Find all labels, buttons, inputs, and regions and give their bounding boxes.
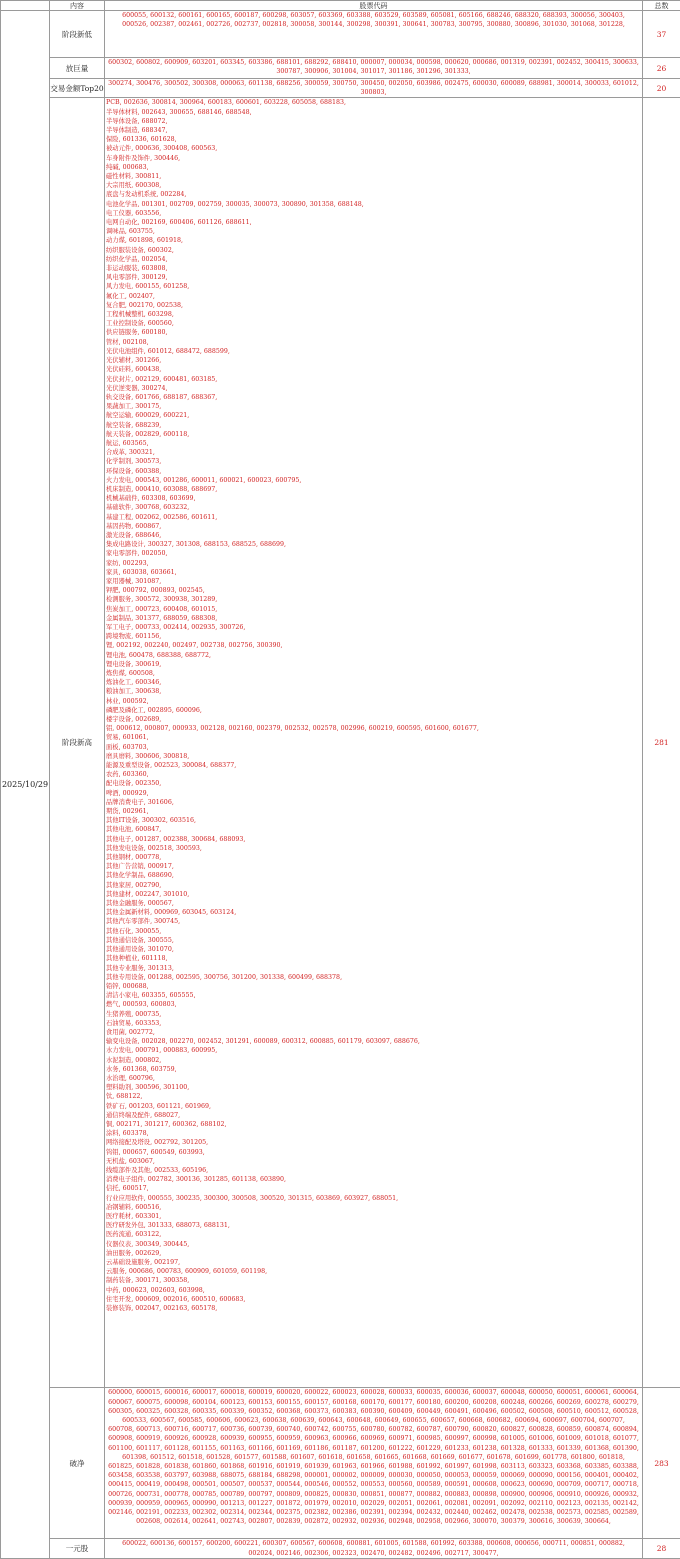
code-line: 调味品, 603755, (106, 227, 641, 236)
code-line: 002608, 002614, 002641, 002743, 002807, 002839, 002872, 002932, 002936, 002948, 002958, 002966, 300070, 300379, 300616, 300639, 300664, (106, 1517, 641, 1526)
code-line: 铅锌, 000688, (106, 982, 641, 991)
code-line: 家纺, 002293, (106, 559, 641, 568)
row-total: 37 (643, 11, 680, 58)
code-line: 贸易, 601061, (106, 733, 641, 742)
row-total: 28 (643, 1539, 680, 1559)
code-line: 磁性材料, 300811, (106, 172, 641, 181)
code-line: 600533, 600567, 600585, 600606, 600623, 600638, 600639, 600643, 600648, 600649, 600655, 600657, 600668, 600682, 600694, 600697, 600704, 600707, (106, 1416, 641, 1425)
code-line: 生猪养殖, 000735, (106, 1010, 641, 1019)
code-list (105, 58, 643, 79)
code-line: 光伏硅料, 600438, (106, 365, 641, 374)
code-line: 其他汽车零部件, 300745, (106, 917, 641, 926)
code-line: 合成革, 300321, (106, 448, 641, 457)
code-line: 铝, 000612, 000807, 000933, 002128, 002160, 002379, 002532, 002578, 002996, 600219, 600595, 601600, 601677, (106, 724, 641, 733)
code-line: 半导体材料, 002643, 300655, 688146, 688548, (106, 108, 641, 117)
code-line: 输变电设备, 002028, 002270, 002452, 301291, 600089, 600312, 600885, 601179, 603097, 688676, (106, 1037, 641, 1046)
code-line: 炼油化工, 600346, (106, 678, 641, 687)
code-line: 电池化学品, 001301, 002709, 002759, 300035, 300073, 300890, 301358, 688148, (106, 200, 641, 209)
code-line: 啤酒, 000929, (106, 789, 641, 798)
code-line: 能源及重型设备, 002523, 300084, 688377, (106, 761, 641, 770)
code-line: 无机盐, 603067, (106, 1157, 641, 1166)
code-line: 水治理, 600796, (106, 1074, 641, 1083)
table-row (1, 98, 680, 1388)
code-line: 000939, 000959, 000965, 000990, 001213, 001227, 001872, 001979, 002010, 002029, 002051, 002061, 002081, 002091, 002092, 002110, 002123, 002135, 002142, (106, 1499, 641, 1508)
code-line: 601398, 601512, 601518, 601528, 601577, 601588, 601607, 601618, 601658, 601665, 601668, 601669, 601677, 601678, 601699, 601778, 601800, 601818, (106, 1453, 641, 1462)
code-line: 电网自动化, 002169, 600406, 601126, 688611, (106, 218, 641, 227)
code-line: 面板, 603703, (106, 743, 641, 752)
code-line: 603458, 603538, 603797, 603988, 688075, 688184, 688298, 000001, 000002, 000009, 000030, 000050, 000053, 000059, 000069, 000090, 000156, 000401, 000402, (106, 1471, 641, 1480)
code-line: 风力发电, 600155, 601258, (106, 282, 641, 291)
code-line: 水力发电, 000791, 000883, 600995, (106, 1046, 641, 1055)
code-line: 集成电路设计, 300327, 301308, 688153, 688525, 688699, (106, 540, 641, 549)
code-line: 锂电池, 600478, 688388, 688772, (106, 651, 641, 660)
code-line: 楼宇设备, 002689, (106, 715, 641, 724)
code-line: 601825, 601828, 601838, 601860, 601868, 601916, 601919, 601939, 601963, 601966, 601988, 601992, 601997, 601998, 603113, 603323, 603368, 603385, 603388, (106, 1462, 641, 1471)
code-line: 化学制剂, 300573, (106, 457, 641, 466)
code-line: 管材, 002108, (106, 338, 641, 347)
code-list (105, 1388, 643, 1539)
row-total: 26 (643, 58, 680, 79)
code-line: 其他发电设备, 002518, 300593, (106, 844, 641, 853)
code-line: 其他家居, 002790, (106, 881, 641, 890)
code-line: 住宅开发, 000609, 002016, 600510, 600683, (106, 1295, 641, 1304)
code-list (105, 79, 643, 98)
code-line: 家用器械, 301087, (106, 577, 641, 586)
code-line: 环保设备, 600388, (106, 467, 641, 476)
code-line: 000415, 000419, 000498, 000501, 000507, 000537, 000544, 000546, 000552, 000553, 000560, 000589, 000591, 000608, 000623, 000690, 000709, 000717, 000718, (106, 1480, 641, 1489)
code-line: 风电零部件, 300129, (106, 273, 641, 282)
code-line: 600022, 600136, 600157, 600200, 600221, 600307, 600567, 600608, 600881, 601005, 601588, 601992, 603388, 000608, 000656, 000711, 000851, 000882, (106, 1539, 641, 1548)
code-line: 医疗研发外包, 301333, 688073, 688131, (106, 1221, 641, 1230)
code-line: 基因药物, 600867, (106, 522, 641, 531)
code-line: 炼焦煤, 600508, (106, 669, 641, 678)
row-label: 交易金额Top20 (50, 79, 105, 98)
code-line: 其他电子, 001287, 002388, 300684, 688093, (106, 835, 641, 844)
code-line: 002024, 002146, 002306, 002323, 002470, 002482, 002496, 002717, 300477, (106, 1549, 641, 1558)
code-line: 清洁小家电, 603355, 605555, (106, 991, 641, 1000)
code-line: 跨境物流, 601156, (106, 632, 641, 641)
code-line: 中药, 000623, 002603, 603998, (106, 1286, 641, 1295)
code-line: 云服务, 000686, 000783, 600909, 601059, 601198, (106, 1267, 641, 1276)
code-line: 焦炭加工, 000723, 600408, 601015, (106, 605, 641, 614)
code-line: 600055, 600132, 600161, 600165, 600187, 600298, 603057, 603369, 603388, 603529, 603589, 605081, 605166, 688246, 688320, 688393, 300056, 300403, (106, 11, 641, 20)
code-line: 配电设备, 002350, (106, 779, 641, 788)
code-line: 其他石化, 300055, (106, 927, 641, 936)
code-line: 仪器仪表, 300349, 300445, (106, 1240, 641, 1249)
code-line: PCB, 002636, 300814, 300964, 600183, 600601, 603228, 605058, 688183, (106, 98, 641, 107)
code-line: 期货, 002961, (106, 807, 641, 816)
code-line: 大宗用纸, 600308, (106, 181, 641, 190)
code-line: 被动元件, 000636, 300408, 600563, (106, 144, 641, 153)
code-line: 其他专用设备, 001288, 002595, 300756, 301200, 301338, 600499, 688378, (106, 973, 641, 982)
code-line: 激光设备, 688646, (106, 531, 641, 540)
code-line: 光伏封片, 002129, 600481, 603185, (106, 375, 641, 384)
code-line: 其他金属新材料, 000969, 603045, 603124, (106, 908, 641, 917)
code-line: 磨具磨料, 300606, 300818, (106, 752, 641, 761)
code-line: 航运, 603565, (106, 439, 641, 448)
code-line: 底盘与发动机系统, 002284, (106, 190, 641, 199)
row-label: 放巨量 (50, 58, 105, 79)
row-label: 阶段新高 (50, 98, 105, 1388)
code-line: 复合肥, 002170, 002538, (106, 301, 641, 310)
code-line: 装修装饰, 002047, 002163, 605178, (106, 1304, 641, 1313)
code-line: 轨交设备, 601766, 688187, 688367, (106, 393, 641, 402)
code-line: 锂电设备, 300619, (106, 660, 641, 669)
code-line: 600067, 600075, 600098, 600104, 600123, 600153, 600155, 600157, 600168, 600170, 600177, 600180, 600200, 600208, 600248, 600266, 600269, 600278, 600279, (106, 1398, 641, 1407)
code-line: 铁矿石, 001203, 601121, 601969, (106, 1102, 641, 1111)
code-line: 半导体制造, 688347, (106, 126, 641, 135)
code-line: 纯碱, 000683, (106, 163, 641, 172)
code-line: 钾肥, 000792, 000893, 002545, (106, 586, 641, 595)
code-line: 其他种植业, 601118, (106, 954, 641, 963)
code-line: 工业控制设备, 600560, (106, 319, 641, 328)
row-label: 一元股 (50, 1539, 105, 1559)
code-line: 水务, 601368, 603759, (106, 1065, 641, 1074)
row-total: 283 (643, 1388, 680, 1539)
code-line: 氟化工, 002407, (106, 292, 641, 301)
code-line: 600908, 600919, 600926, 600928, 600939, 600955, 600959, 600963, 600966, 600969, 600971, 600985, 600997, 600998, 601005, 601006, 601009, 601018, 601077, (106, 1434, 641, 1443)
code-line: 非运动服装, 603808, (106, 264, 641, 273)
code-line: 基础软件, 300768, 603232, (106, 503, 641, 512)
code-line: 品牌消费电子, 301606, (106, 798, 641, 807)
row-label: 阶段新低 (50, 11, 105, 58)
code-line: 纺织服装设备, 600302, (106, 246, 641, 255)
table-row (1, 79, 680, 98)
code-line: 其他专业服务, 301313, (106, 964, 641, 973)
code-line: 300787, 300906, 301004, 301017, 301186, 301296, 301333, (106, 67, 641, 76)
code-line: 食用菌, 002772, (106, 1028, 641, 1037)
code-line: 动力煤, 601898, 601918, (106, 236, 641, 245)
code-line: 消费电子组件, 002782, 300136, 301285, 601138, 603890, (106, 1175, 641, 1184)
code-list (105, 98, 643, 1388)
code-line: 航天装备, 002829, 600118, (106, 430, 641, 439)
code-line: 000726, 000731, 000778, 000785, 000789, 000797, 000809, 000825, 000830, 000851, 000877, 000882, 000883, 000898, 000900, 000906, 000910, 000926, 000932, (106, 1490, 641, 1499)
code-line: 纺织化学品, 002054, (106, 255, 641, 264)
header-date-cell (1, 1, 50, 11)
code-line: 检测服务, 300572, 300938, 301289, (106, 595, 641, 604)
code-line: 油田服务, 002629, (106, 1249, 641, 1258)
code-line: 医疗耗材, 603301, (106, 1212, 641, 1221)
code-line: 600305, 600325, 600328, 600335, 600339, 600352, 600368, 600373, 600383, 600390, 600409, 600449, 600491, 600496, 600502, 600508, 600510, 600512, 600528, (106, 1407, 641, 1416)
code-line: 600708, 600713, 600716, 600717, 600736, 600739, 600740, 600742, 600755, 600780, 600782, 600787, 600790, 600820, 600827, 600828, 600859, 600874, 600894, (106, 1425, 641, 1434)
code-line: 其他电池, 600847, (106, 825, 641, 834)
code-line: 石油贸易, 603353, (106, 1019, 641, 1028)
code-line: 制药装备, 300171, 300358, (106, 1276, 641, 1285)
code-line: 金属制品, 301377, 688059, 688308, (106, 614, 641, 623)
table-row (1, 1539, 680, 1559)
code-line: 钛, 688122, (106, 1092, 641, 1101)
header-total: 总数 (643, 1, 680, 11)
code-line: 果蔬加工, 300175, (106, 402, 641, 411)
code-line: 信托, 600517, (106, 1184, 641, 1193)
code-line: 保险, 601336, 601628, (106, 135, 641, 144)
code-line: 300274, 300476, 300502, 300308, 000063, 601138, 688256, 300059, 300750, 300450, 002050, 603986, 002475, 600030, 600089, 688981, 300014, 300033, 601012, (106, 79, 641, 88)
code-line: 塑料助剂, 300596, 301100, (106, 1083, 641, 1092)
code-line: 机床制造, 000410, 603088, 688697, (106, 485, 641, 494)
table-row (1, 1388, 680, 1539)
code-line: 半导体设备, 688072, (106, 117, 641, 126)
code-line: 工程机械整机, 603298, (106, 310, 641, 319)
code-line: 航空装备, 688239, (106, 421, 641, 430)
code-line: 网络接配及塔设, 002792, 301205, (106, 1138, 641, 1147)
code-line: 601100, 601117, 601128, 601155, 601163, 601166, 601169, 601186, 601187, 601200, 601222, 601229, 601233, 601238, 601328, 601333, 601339, 601368, 601390, (106, 1444, 641, 1453)
code-line: 其他金融服务, 000567, (106, 899, 641, 908)
code-list (105, 1539, 643, 1559)
code-line: 其他通用设备, 301070, (106, 945, 641, 954)
code-line: 家具, 603038, 603661, (106, 568, 641, 577)
code-line: 航空运输, 600029, 600221, (106, 411, 641, 420)
code-line: 军工电子, 000733, 002414, 002935, 300726, (106, 623, 641, 632)
code-line: 家电零部件, 002050, (106, 549, 641, 558)
table-row (1, 11, 680, 58)
code-line: 光伏逆变器, 300274, (106, 384, 641, 393)
code-line: 其他钢材, 000778, (106, 853, 641, 862)
code-line: 600302, 600802, 600909, 603201, 603345, 603386, 688101, 688292, 688410, 000007, 000034, 000598, 000620, 000686, 001319, 002391, 002452, 300415, 300633, (106, 58, 641, 67)
code-line: 林业, 000592, (106, 697, 641, 706)
code-line: 涂料, 603378, (106, 1129, 641, 1138)
row-total: 20 (643, 79, 680, 98)
code-line: 医药流通, 603122, (106, 1230, 641, 1239)
code-line: 行业应用软件, 000555, 300235, 300300, 300508, 300520, 301315, 603869, 603927, 688051, (106, 1194, 641, 1203)
code-line: 其他通信设备, 300555, (106, 936, 641, 945)
code-line: 通信终端及配件, 688027, (106, 1111, 641, 1120)
code-line: 000526, 002387, 002461, 002726, 002737, 002818, 300058, 300144, 300298, 300391, 300641, 300783, 300795, 300880, 300896, 301030, 301068, 301228, (106, 20, 641, 29)
code-line: 电工仪器, 603556, (106, 209, 641, 218)
code-line: 其他建材, 002247, 301010, (106, 890, 641, 899)
header-row (1, 1, 680, 11)
code-line: 600000, 600015, 600016, 600017, 600018, 600019, 600020, 600022, 600023, 600028, 600033, 600035, 600036, 600037, 600048, 600050, 600051, 600061, 600064, (106, 1388, 641, 1397)
code-list (105, 11, 643, 58)
date-cell: 2025/10/29 (1, 11, 50, 1559)
code-line: 燃气, 000593, 600803, (106, 1000, 641, 1009)
code-line: 其他化学制品, 688690, (106, 871, 641, 880)
code-line: 光伏辅材, 301266, (106, 356, 641, 365)
code-line: 线缆部件及其他, 002533, 605196, (106, 1166, 641, 1175)
code-line: 水泥制造, 000802, (106, 1056, 641, 1065)
code-line: 粮油加工, 300638, (106, 687, 641, 696)
code-line: 铜, 002171, 301217, 600362, 688102, (106, 1120, 641, 1129)
code-line: 其他IT设备, 300302, 603516, (106, 816, 641, 825)
code-line: 基建工程, 002062, 002586, 601611, (106, 513, 641, 522)
table-row (1, 58, 680, 79)
code-line: 光伏电池组件, 601012, 688472, 688599, (106, 347, 641, 356)
code-line: 农药, 603360, (106, 770, 641, 779)
code-line: 机械基础件, 603308, 603699, (106, 494, 641, 503)
code-line: 云基础设施服务, 002197, (106, 1258, 641, 1267)
row-label: 破净 (50, 1388, 105, 1539)
header-codes: 股票代码 (105, 1, 643, 11)
row-total: 281 (643, 98, 680, 1388)
code-line: 冶钢辅料, 600516, (106, 1203, 641, 1212)
code-line: 供应链服务, 600180, (106, 328, 641, 337)
code-line: 002146, 002191, 002233, 002302, 002314, 002344, 002375, 002382, 002386, 002391, 002394, 002432, 002440, 002462, 002478, 002538, 002573, 002585, 002589, (106, 1508, 641, 1517)
header-content: 内容 (50, 1, 105, 11)
code-line: 其他广告营销, 000917, (106, 862, 641, 871)
code-line: 磷肥及磷化工, 002895, 600096, (106, 706, 641, 715)
code-line: 钨钼, 000657, 600549, 603993, (106, 1148, 641, 1157)
code-line: 锂, 002192, 002240, 002497, 002738, 002756, 300390, (106, 641, 641, 650)
code-line: 300803, (106, 88, 641, 97)
code-line: 车身附件及饰件, 300446, (106, 154, 641, 163)
code-line: 火力发电, 000543, 001286, 600011, 600021, 600023, 600795, (106, 476, 641, 485)
